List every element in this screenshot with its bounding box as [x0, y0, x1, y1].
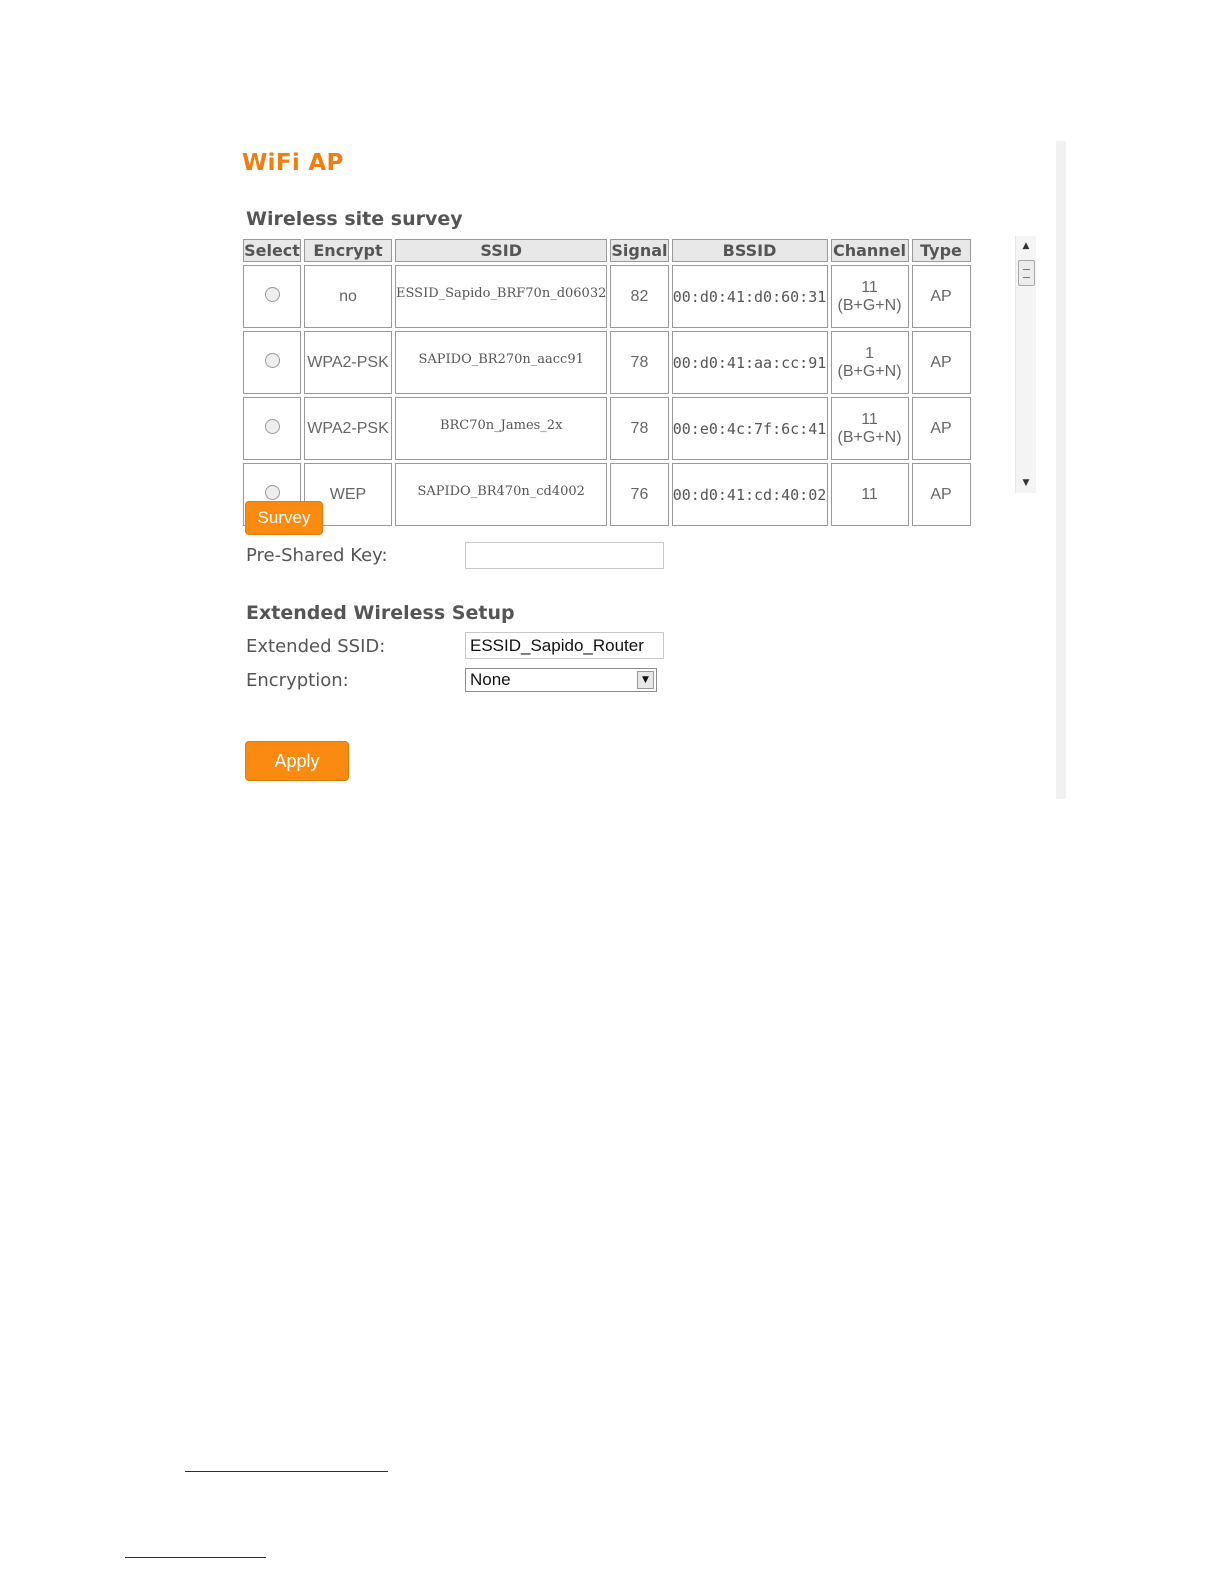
- channel-mode: (B+G+N): [837, 362, 902, 380]
- type-cell: AP: [912, 463, 971, 526]
- column-header-select: Select: [244, 241, 300, 260]
- signal-cell: 78: [610, 397, 668, 460]
- footer-link-underline[interactable]: [185, 1471, 388, 1472]
- column-header-ssid: SSID: [395, 239, 607, 262]
- column-header-encrypt: Encrypt: [304, 239, 392, 262]
- channel-number: 1: [865, 344, 874, 362]
- bssid-cell: 00:d0:41:cd:40:02: [672, 463, 828, 526]
- channel-number: 11: [861, 410, 878, 428]
- pre-shared-key-label: Pre-Shared Key:: [246, 545, 388, 566]
- signal-cell: 82: [610, 265, 668, 328]
- channel-mode: (B+G+N): [837, 296, 902, 314]
- extended-ssid-label: Extended SSID:: [246, 636, 386, 657]
- pre-shared-key-input[interactable]: [465, 542, 664, 569]
- channel-mode: (B+G+N): [837, 428, 902, 446]
- survey-scrollbar[interactable]: [1015, 236, 1036, 493]
- encryption-select[interactable]: [465, 668, 657, 692]
- encrypt-cell: WEP: [304, 463, 392, 526]
- column-header-signal: Signal: [611, 241, 668, 260]
- survey-button[interactable]: Survey: [245, 501, 323, 535]
- channel-number: 11: [861, 278, 878, 296]
- table-header-row: [243, 239, 971, 262]
- column-header-bssid: BSSID: [672, 239, 828, 262]
- encryption-selected-value: None: [470, 670, 511, 689]
- channel-cell: [831, 463, 909, 526]
- chevron-down-icon[interactable]: ▼: [637, 671, 654, 689]
- type-cell: AP: [912, 397, 971, 460]
- page-title: WiFi AP: [242, 150, 344, 176]
- survey-section-title: Wireless site survey: [246, 208, 463, 230]
- bssid-cell: 00:d0:41:aa:cc:91: [672, 331, 828, 394]
- extended-setup-title: Extended Wireless Setup: [246, 602, 515, 624]
- bssid-cell: 00:e0:4c:7f:6c:41: [672, 397, 828, 460]
- select-cell: [243, 331, 301, 394]
- table-row: [243, 463, 971, 526]
- extended-ssid-input[interactable]: [465, 632, 664, 659]
- column-header-channel: Channel: [831, 239, 909, 262]
- right-border-strip: [1056, 141, 1066, 799]
- select-cell: [243, 265, 301, 328]
- channel-cell: [831, 397, 909, 460]
- apply-button[interactable]: Apply: [245, 741, 349, 781]
- column-header-type: Type: [912, 239, 971, 262]
- ssid-cell: BRC70n_James_2x: [395, 397, 607, 460]
- select-radio[interactable]: [265, 485, 280, 500]
- encrypt-cell: WPA2-PSK: [304, 397, 392, 460]
- bssid-cell: 00:d0:41:d0:60:31: [672, 265, 828, 328]
- select-radio[interactable]: [265, 419, 280, 434]
- survey-table: [240, 236, 974, 529]
- scroll-up-arrow-icon[interactable]: ▲: [1022, 241, 1030, 251]
- type-cell: AP: [912, 331, 971, 394]
- scroll-down-arrow-icon[interactable]: ▼: [1022, 478, 1030, 488]
- ssid-cell: ESSID_Sapido_BRF70n_d06032: [395, 265, 607, 328]
- ssid-cell: SAPIDO_BR270n_aacc91: [395, 331, 607, 394]
- scroll-thumb[interactable]: [1018, 260, 1035, 286]
- type-cell: AP: [912, 265, 971, 328]
- channel-cell: [831, 265, 909, 328]
- ssid-cell: SAPIDO_BR470n_cd4002: [395, 463, 607, 526]
- encrypt-cell: WPA2-PSK: [304, 331, 392, 394]
- table-row: [243, 265, 971, 328]
- encrypt-cell: no: [304, 265, 392, 328]
- footer-link-underline[interactable]: [125, 1557, 266, 1558]
- encryption-label: Encryption:: [246, 670, 349, 691]
- select-radio[interactable]: [265, 287, 280, 302]
- signal-cell: 76: [610, 463, 668, 526]
- signal-cell: 78: [610, 331, 668, 394]
- table-row: [243, 397, 971, 460]
- select-radio[interactable]: [265, 353, 280, 368]
- table-row: [243, 331, 971, 394]
- channel-cell: [831, 331, 909, 394]
- channel-number: 11: [861, 485, 878, 503]
- survey-table-viewport: [240, 236, 1014, 504]
- select-cell: [243, 397, 301, 460]
